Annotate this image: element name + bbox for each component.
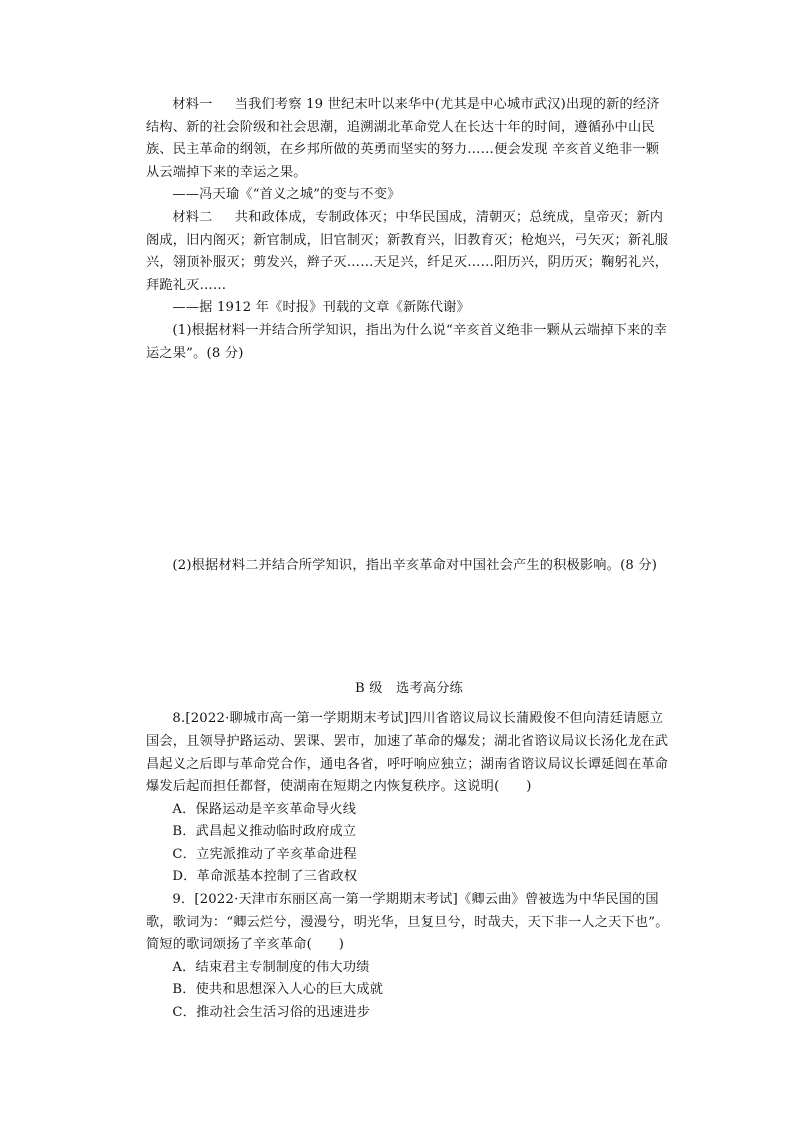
answer-space-two — [146, 578, 672, 678]
question-nine-option-b: B．使共和思想深入人心的巨大成就 — [172, 982, 384, 998]
content-column — [146, 94, 672, 1025]
material-two-text: 共和政体成，专制政体灭；中华民国成，清朝灭；总统成，皇帝灭；新内阁成，旧内阁灭；新官制成，旧官制灭；新教育兴，旧教育灭；枪炮兴，弓矢灭；新礼服兴，翎顶补服灭；剪发兴，辫子灭……天足兴，纤足灭……阳历兴，阴历灭；鞠躬礼兴，拜跪礼灭…… — [146, 209, 669, 293]
material-two-label: 材料二 — [172, 209, 213, 225]
question-eight-option-a: A．保路运动是辛亥革命导火线 — [172, 801, 357, 817]
question-eight-option-b: B．武昌起义推动临时政府成立 — [172, 824, 357, 840]
question-eight-option-d: D．革命派基本控制了三省政权 — [172, 869, 358, 885]
question-nine-option-c: C．推动社会生活习俗的迅速进步 — [172, 1005, 371, 1021]
material-one-paragraph — [146, 94, 672, 184]
material-two-paragraph — [146, 207, 672, 297]
material-one-source: ——冯天瑜《“首义之城”的变与不变》 — [172, 187, 401, 203]
answer-space-one — [146, 365, 672, 555]
material-one-text: 当我们考察 19 世纪末叶以来华中(尤其是中心城市武汉)出现的新的经济结构、新的社会阶级和社会思潮，追溯湖北革命党人在长达十年的时间，遵循孙中山民族、民主革命的纲领，在乡邦所做的英勇而坚实的努力……便会发现 辛亥首义绝非一颗从云端掉下来的幸运之果。 — [146, 97, 660, 180]
question-eight-option-c: C．立宪派推动了辛亥革命进程 — [172, 846, 357, 862]
question-one: (1)根据材料一并结合所学知识，指出为什么说“辛亥首义绝非一颗从云端掉下来的幸运之果”。(8 分) — [146, 322, 668, 361]
material-two-source: ——据 1912 年《时报》刊载的文章《新陈代谢》 — [172, 300, 470, 316]
material-one-label: 材料一 — [172, 97, 213, 112]
question-eight-stem: 8.[2022·聊城市高一第一学期期末考试]四川省谘议局议长蒲殿俊不但向清廷请愿立国会，且领导护路运动、罢课、罢市，加速了革命的爆发；湖北省谘议局议长汤化龙在武昌起义之后即与革命党合作，通电各省，呼吁响应独立；湖南省谘议局议长谭延闿在革命爆发后起而担任都督，使湖南在短期之内恢复秩序。这说明( ) — [146, 711, 669, 795]
question-two: (2)根据材料二并结合所学知识，指出辛亥革命对中国社会产生的积极影响。(8 分) — [172, 558, 658, 574]
question-nine-option-a: A．结束君主专制制度的伟大功绩 — [172, 959, 370, 975]
question-nine-stem: 9．[2022·天津市东丽区高一第一学期期末考试]《卿云曲》曾被选为中华民国的国歌，歌词为：“卿云烂兮，漫漫兮，明光华，旦复旦兮，时哉夫，天下非一人之天下也”。简短的歌词颂扬了辛亥革命( ) — [146, 892, 669, 953]
section-title: B 级 选考高分练 — [355, 680, 463, 696]
